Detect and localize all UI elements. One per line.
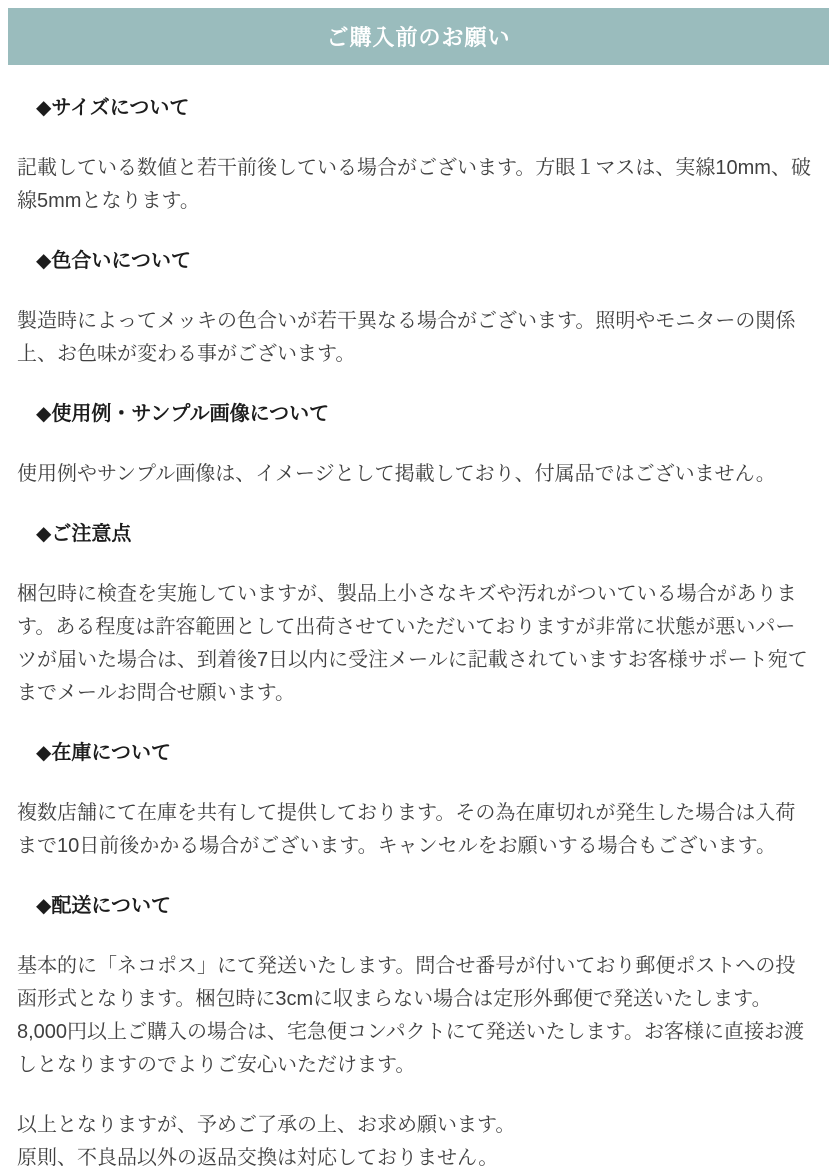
footer-note [17, 1109, 814, 1175]
section-heading-size: ◆サイズについて [36, 97, 190, 119]
footer-line-1: 以上となりますが、予めご了承の上、お求め願います。 [17, 1114, 516, 1136]
shipping-line-2: 8,000円以上ご購入の場合は、宅急便コンパクトにて発送いたします。お客様に直接お渡しとなりますのでよりご安心いただけます。 [17, 1021, 805, 1076]
page-title: ご購入前のお願い [326, 25, 511, 50]
section-heading-sample-images: ◆使用例・サンプル画像について [36, 403, 330, 425]
notice-content [8, 92, 829, 1175]
section-body-shipping [17, 950, 814, 1082]
section-body-stock: 複数店舗にて在庫を共有して提供しております。その為在庫切れが発生した場合は入荷まで10日前後かかる場合がございます。キャンセルをお願いする場合もございます。 [17, 802, 796, 857]
section-body-size: 記載している数値と若干前後している場合がございます。方眼１マスは、実線10mm、破線5mmとなります。 [17, 157, 811, 212]
section-body-color: 製造時によってメッキの色合いが若干異なる場合がございます。照明やモニターの関係上、お色味が変わる事がございます。 [17, 310, 796, 365]
shipping-line-1: 基本的に「ネコポス」にて発送いたします。問合せ番号が付いており郵便ポストへの投函形式となります。梱包時に3cmに収まらない場合は定形外郵便で発送いたします。 [17, 955, 796, 1010]
section-body-caution: 梱包時に検査を実施していますが、製品上小さなキズや汚れがついている場合があります。ある程度は許容範囲として出荷させていただいておりますが非常に状態が悪いパーツが届いた場合は、到着後7日以内に受注メールに記載されていますお客様サポート宛てまでメールお問合せ願います。 [17, 583, 808, 704]
section-body-sample-images: 使用例やサンプル画像は、イメージとして掲載しており、付属品ではございません。 [17, 463, 776, 485]
section-heading-color: ◆色合いについて [36, 250, 191, 272]
footer-line-2: 原則、不良品以外の返品交換は対応しておりません。 [17, 1147, 499, 1169]
section-heading-stock: ◆在庫について [36, 742, 171, 764]
section-heading-caution: ◆ご注意点 [36, 523, 132, 545]
section-heading-shipping: ◆配送について [36, 895, 171, 917]
header-bar [8, 8, 829, 65]
